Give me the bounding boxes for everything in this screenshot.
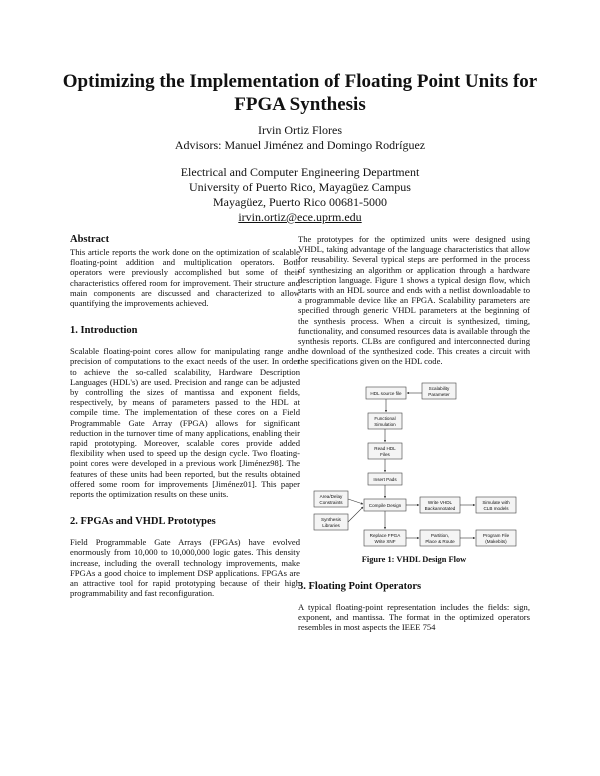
label-hdl: HDL source file — [370, 390, 402, 396]
author-name: Irvin Ortiz Flores — [258, 123, 342, 137]
label-write-1: Write VHDL — [427, 499, 453, 505]
affil-email[interactable]: irvin.ortiz@ece.uprm.edu — [238, 210, 362, 224]
paper-title: Optimizing the Implementation of Floating Point Units for FPGA Synthesis — [62, 71, 538, 115]
fpga-text: Field Programmable Gate Arrays (FPGAs) have evolved enormously from 10,000 to 10,000,000 logic gates. This density increase, including the overall technology improvements, make FPGAs a good choice to implement DSP applications. FPGAs are an attractive tool for rapid prototyping because of their high programmability and fast reconfiguration. — [70, 537, 300, 599]
left-column — [70, 234, 300, 598]
abstract-heading: Abstract — [70, 234, 110, 245]
label-prog-2: (Makebits) — [485, 538, 507, 544]
label-scal-1: Scalability — [428, 385, 450, 391]
prototypes-text: The prototypes for the optimized units were designed using VHDL, taking advantage of the language characteristics that allow for reusability. Several typical steps are performed in the process of synthesizing an algorithm or application through a hardware description language. Figure 1 shows a typical design flow, which starts with an HDL source and ends with a netlist downloadable to a programmable device like an FPGA. Scalability parameters are specified through generic VHDL parameters at the beginning of the synthesis process. When a circuit is synthesized, timing, functionality, and consumed resources data is available through the synthesis reports. CLBs are configured and interconnected during the download of the synthesized code. This creates a circuit with the specifications given on the HDL code. — [298, 234, 530, 367]
design-flow-diagram — [298, 381, 530, 551]
label-scal-2: Parameter — [428, 391, 450, 397]
label-part-2: Place & Route — [425, 538, 455, 544]
label-synl-2: Libraries — [322, 522, 340, 528]
label-insert: Insert Pads — [373, 476, 397, 482]
label-func-1: Functional — [374, 415, 396, 421]
label-repl-1: Replace FPGA — [369, 532, 401, 538]
author-block — [60, 123, 540, 153]
right-column — [298, 234, 530, 632]
advisors-line: Advisors: Manuel Jiménez and Domingo Rodríguez — [174, 138, 426, 152]
affiliation-block — [60, 165, 540, 225]
label-prog-1: Program File — [482, 532, 510, 538]
fpga-heading: 2. FPGAs and VHDL Prototypes — [70, 516, 216, 528]
label-synl-1: Synthesis — [321, 516, 341, 522]
label-repl-2: Write XNF — [374, 538, 396, 544]
label-compile: Compile Design — [368, 502, 402, 508]
label-area-1: Area/Delay — [319, 493, 343, 499]
label-read-2: Files — [380, 451, 390, 457]
affil-univ: University of Puerto Rico, Mayagüez Campus — [189, 180, 411, 194]
figure-caption: Figure 1: VHDL Design Flow — [361, 554, 467, 564]
affil-address: Mayagüez, Puerto Rico 00681-5000 — [213, 195, 387, 209]
label-part-1: Partition, — [430, 532, 450, 538]
intro-heading: 1. Introduction — [70, 325, 138, 337]
intro-text: Scalable floating-point cores allow for manipulating range and precision of computations to the exact needs of the user. In order to achieve the so-called scalability, Hardware Description Languages (HDL's) are used. Precision and range can be adjusted by controlling the sizes of mantissa and exponent fields, respectively, by means of parameters passed to the HDL at compile time. The implementation of these cores on a Field Programmable Gate Array (FPGA) allows for significant reduction in the turnover time of many applications, enabling their rapid prototyping. Moreover, scalable cores provide added flexibility when used to speed up the design cycle. Two floating-point cores were developed in a previous work [Jiménez98]. The features of these units had been reported, but the results obtained offered some room for improvements [Jiménez01]. This paper reports the optimization results on these units. — [70, 346, 300, 500]
label-func-2: Simulation — [374, 421, 396, 427]
affil-dept: Electrical and Computer Engineering Department — [180, 165, 420, 179]
label-sim-2: CLB models — [483, 505, 509, 511]
fpo-heading: 3. Floating Point Operators — [298, 580, 422, 592]
label-write-2: Backannotated — [424, 505, 456, 511]
fpo-text: A typical floating-point representation includes the fields: sign, exponent, and mantissa. The format in the optimized operators resembles in most aspects the IEEE 754 — [298, 601, 530, 633]
label-read-1: Read HDL — [374, 445, 396, 451]
label-sim-1: Simulate with — [482, 499, 510, 505]
design-flow-figure — [298, 381, 530, 551]
label-area-2: Constraints — [319, 499, 343, 505]
abstract-text: This article reports the work done on the optimization of scalable floating-point addition and multiplication operators. Both operators were previously accomplished but some of their characteristics offered room for improvement. Their structure and main components are discussed and characterized to allow quantifying the improvements achieved. — [70, 247, 300, 309]
